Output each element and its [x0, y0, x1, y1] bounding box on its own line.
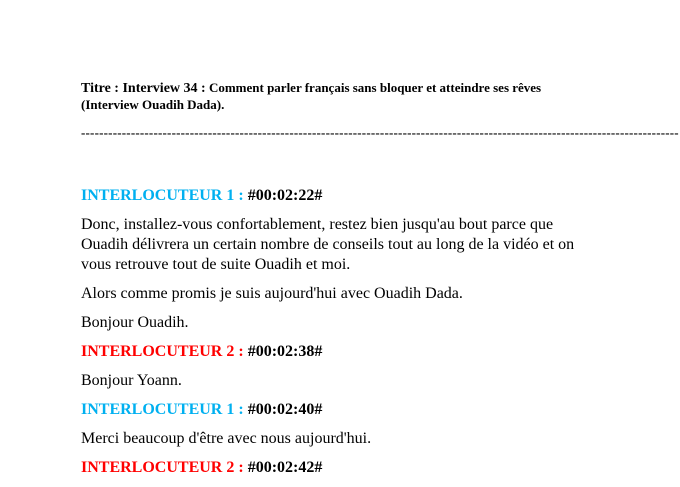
title-lead: Titre : Interview 34 : [81, 81, 206, 96]
speaker-line [81, 342, 601, 362]
timestamp: #00:02:42# [243, 459, 323, 476]
speaker-line [81, 458, 601, 478]
speaker-label: INTERLOCUTEUR 2 : [81, 459, 244, 476]
timestamp: #00:02:22# [243, 187, 323, 204]
turn [81, 186, 601, 333]
turn [81, 342, 601, 391]
timestamp: #00:02:38# [243, 343, 323, 360]
paragraph: Alors comme promis je suis aujourd'hui avec Ouadih Dada. [81, 285, 463, 302]
timestamp: #00:02:40# [243, 401, 323, 418]
document-title [81, 80, 601, 113]
separator-line: ------------------------------------------------------------------------------------------------------------------------------------ [81, 125, 679, 140]
speaker-label: INTERLOCUTEUR 2 : [81, 343, 244, 360]
speaker-line [81, 400, 601, 420]
speaker-label: INTERLOCUTEUR 1 : [81, 401, 244, 418]
paragraph: Merci beaucoup d'être avec nous aujourd'hui. [81, 430, 372, 447]
transcript [81, 186, 601, 478]
turn [81, 458, 601, 478]
speaker-line [81, 186, 601, 206]
turn [81, 400, 601, 449]
document-page [81, 80, 679, 487]
title-text: Comment parler français sans bloquer et atteindre ses rêves (Interview Ouadih Dada). [81, 80, 542, 112]
paragraph: Bonjour Yoann. [81, 372, 182, 389]
paragraph: Bonjour Ouadih. [81, 314, 189, 331]
paragraph: Donc, installez-vous confortablement, restez bien jusqu'au bout parce que Ouadih délivrera un certain nombre de conseils tout au long de la vidéo et on vous retrouve tout de suite Ouadih et moi. [81, 216, 575, 273]
speaker-label: INTERLOCUTEUR 1 : [81, 187, 244, 204]
